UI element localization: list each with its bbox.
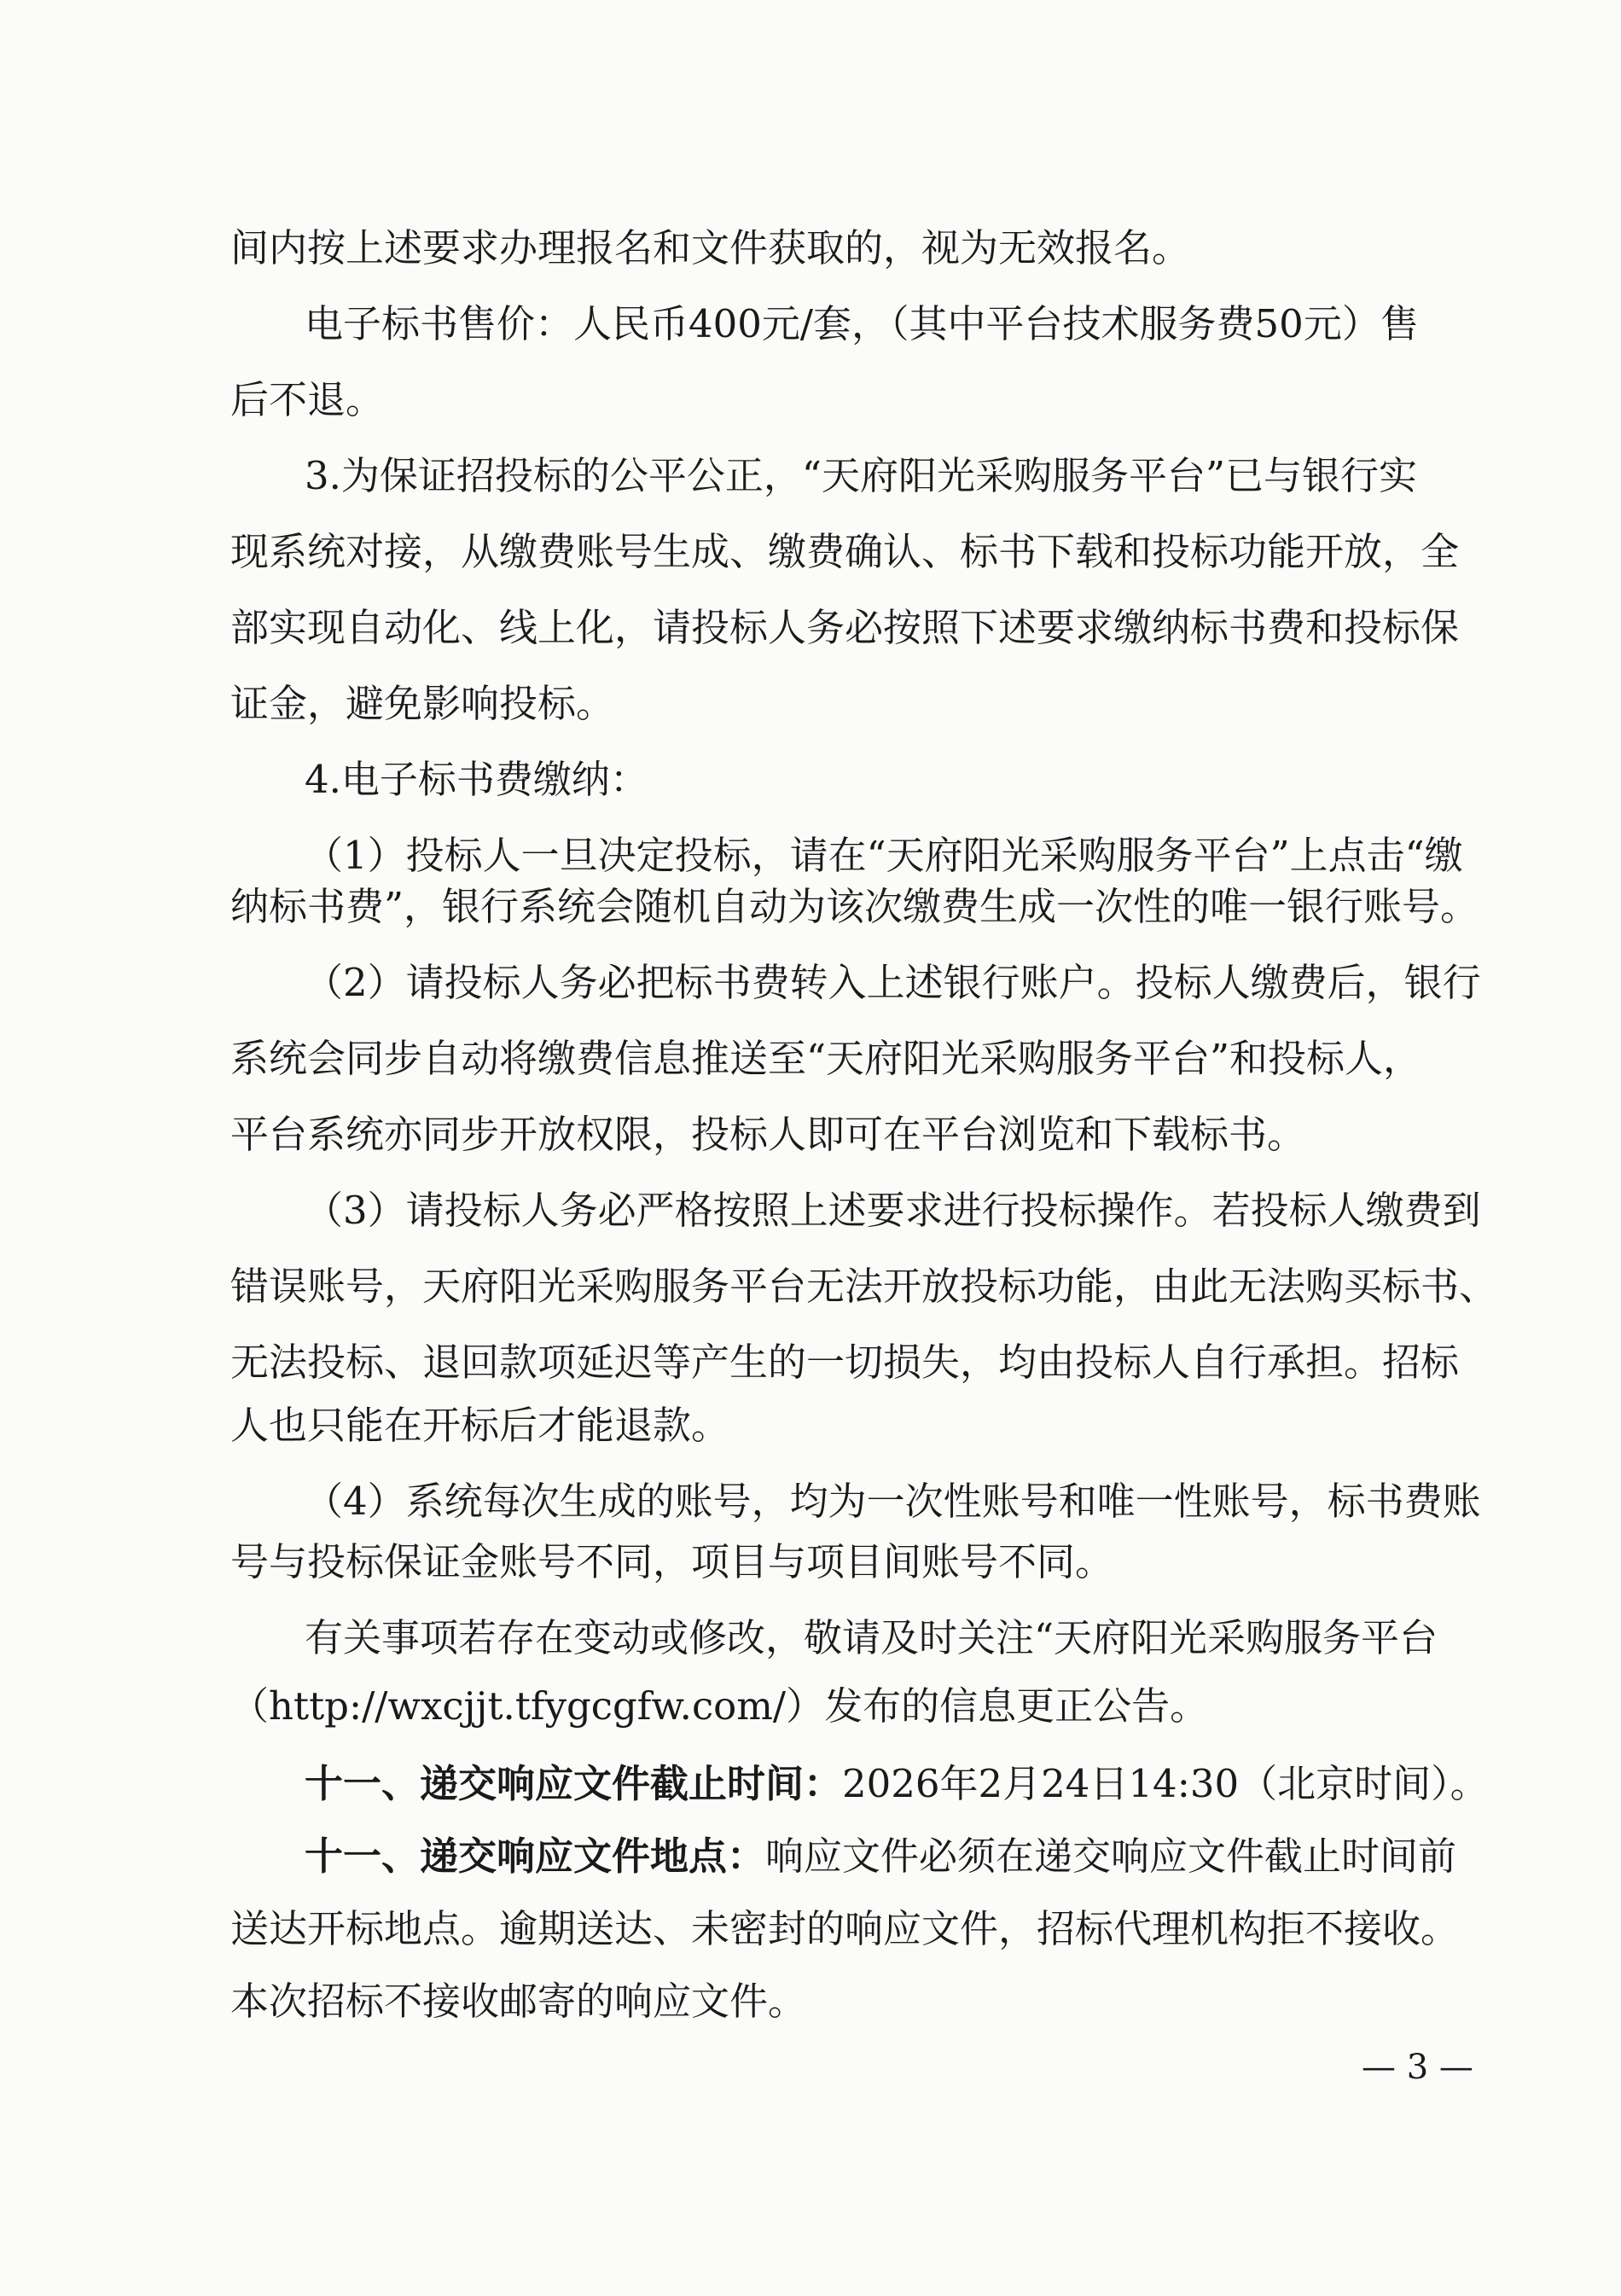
body-line: 系统会同步自动将缴费信息推送至“天府阳光采购服务平台”和投标人， bbox=[230, 1036, 1422, 1081]
body-line: 错误账号，天府阳光采购服务平台无法开放投标功能，由此无法购买标书、 bbox=[230, 1264, 1498, 1309]
section-11-location-heading: 十一、递交响应文件地点： bbox=[305, 1834, 766, 1879]
body-line: 4.电子标书费缴纳： bbox=[305, 757, 648, 802]
body-line: 本次招标不接收邮寄的响应文件。 bbox=[230, 1979, 807, 2024]
body-line: （3）请投标人务必严格按照上述要求进行投标操作。若投标人缴费到 bbox=[305, 1188, 1481, 1233]
body-line: 部实现自动化、线上化，请投标人务必按照下述要求缴纳标书费和投标保 bbox=[230, 605, 1460, 650]
body-line: 送达开标地点。逾期送达、未密封的响应文件，招标代理机构拒不接收。 bbox=[230, 1906, 1460, 1951]
body-line: （2）请投标人务必把标书费转入上述银行账户。投标人缴费后，银行 bbox=[305, 960, 1481, 1005]
body-line: 3.为保证招投标的公平公正，“天府阳光采购服务平台”已与银行实 bbox=[305, 453, 1417, 498]
body-line: （1）投标人一旦决定投标，请在“天府阳光采购服务平台”上点击“缴 bbox=[305, 833, 1463, 878]
body-line: 电子标书售价：人民币400元/套，（其中平台技术服务费50元）售 bbox=[305, 301, 1419, 346]
section-11-location bbox=[305, 1834, 1457, 1879]
body-line: 号与投标保证金账号不同，项目与项目间账号不同。 bbox=[230, 1539, 1114, 1584]
body-line: （http://wxcjjt.tfygcgfw.com/）发布的信息更正公告。 bbox=[230, 1683, 1209, 1729]
section-11-deadline-heading: 十一、递交响应文件截止时间： bbox=[305, 1761, 843, 1806]
section-11-deadline-text: 2026年2月24日14:30（北京时间）。 bbox=[842, 1761, 1489, 1806]
body-line: 间内按上述要求办理报名和文件获取的，视为无效报名。 bbox=[230, 225, 1191, 270]
body-line: 有关事项若存在变动或修改，敬请及时关注“天府阳光采购服务平台 bbox=[305, 1615, 1438, 1660]
body-line: 纳标书费”，银行系统会随机自动为该次缴费生成一次性的唯一银行账号。 bbox=[230, 884, 1479, 929]
body-line: 人也只能在开标后才能退款。 bbox=[230, 1403, 730, 1448]
body-line: 证金，避免影响投标。 bbox=[230, 681, 615, 726]
body-line: 现系统对接，从缴费账号生成、缴费确认、标书下载和投标功能开放，全 bbox=[230, 529, 1460, 574]
page-number: — 3 — bbox=[1362, 2048, 1473, 2087]
body-line: 平台系统亦同步开放权限，投标人即可在平台浏览和下载标书。 bbox=[230, 1112, 1306, 1157]
body-line: 后不退。 bbox=[230, 377, 385, 422]
section-11-deadline bbox=[305, 1761, 1489, 1806]
section-11-location-text: 响应文件必须在递交响应文件截止时间前 bbox=[765, 1834, 1457, 1879]
body-line: （4）系统每次生成的账号，均为一次性账号和唯一性账号，标书费账 bbox=[305, 1479, 1481, 1524]
body-line: 无法投标、退回款项延迟等产生的一切损失，均由投标人自行承担。招标 bbox=[230, 1340, 1460, 1385]
